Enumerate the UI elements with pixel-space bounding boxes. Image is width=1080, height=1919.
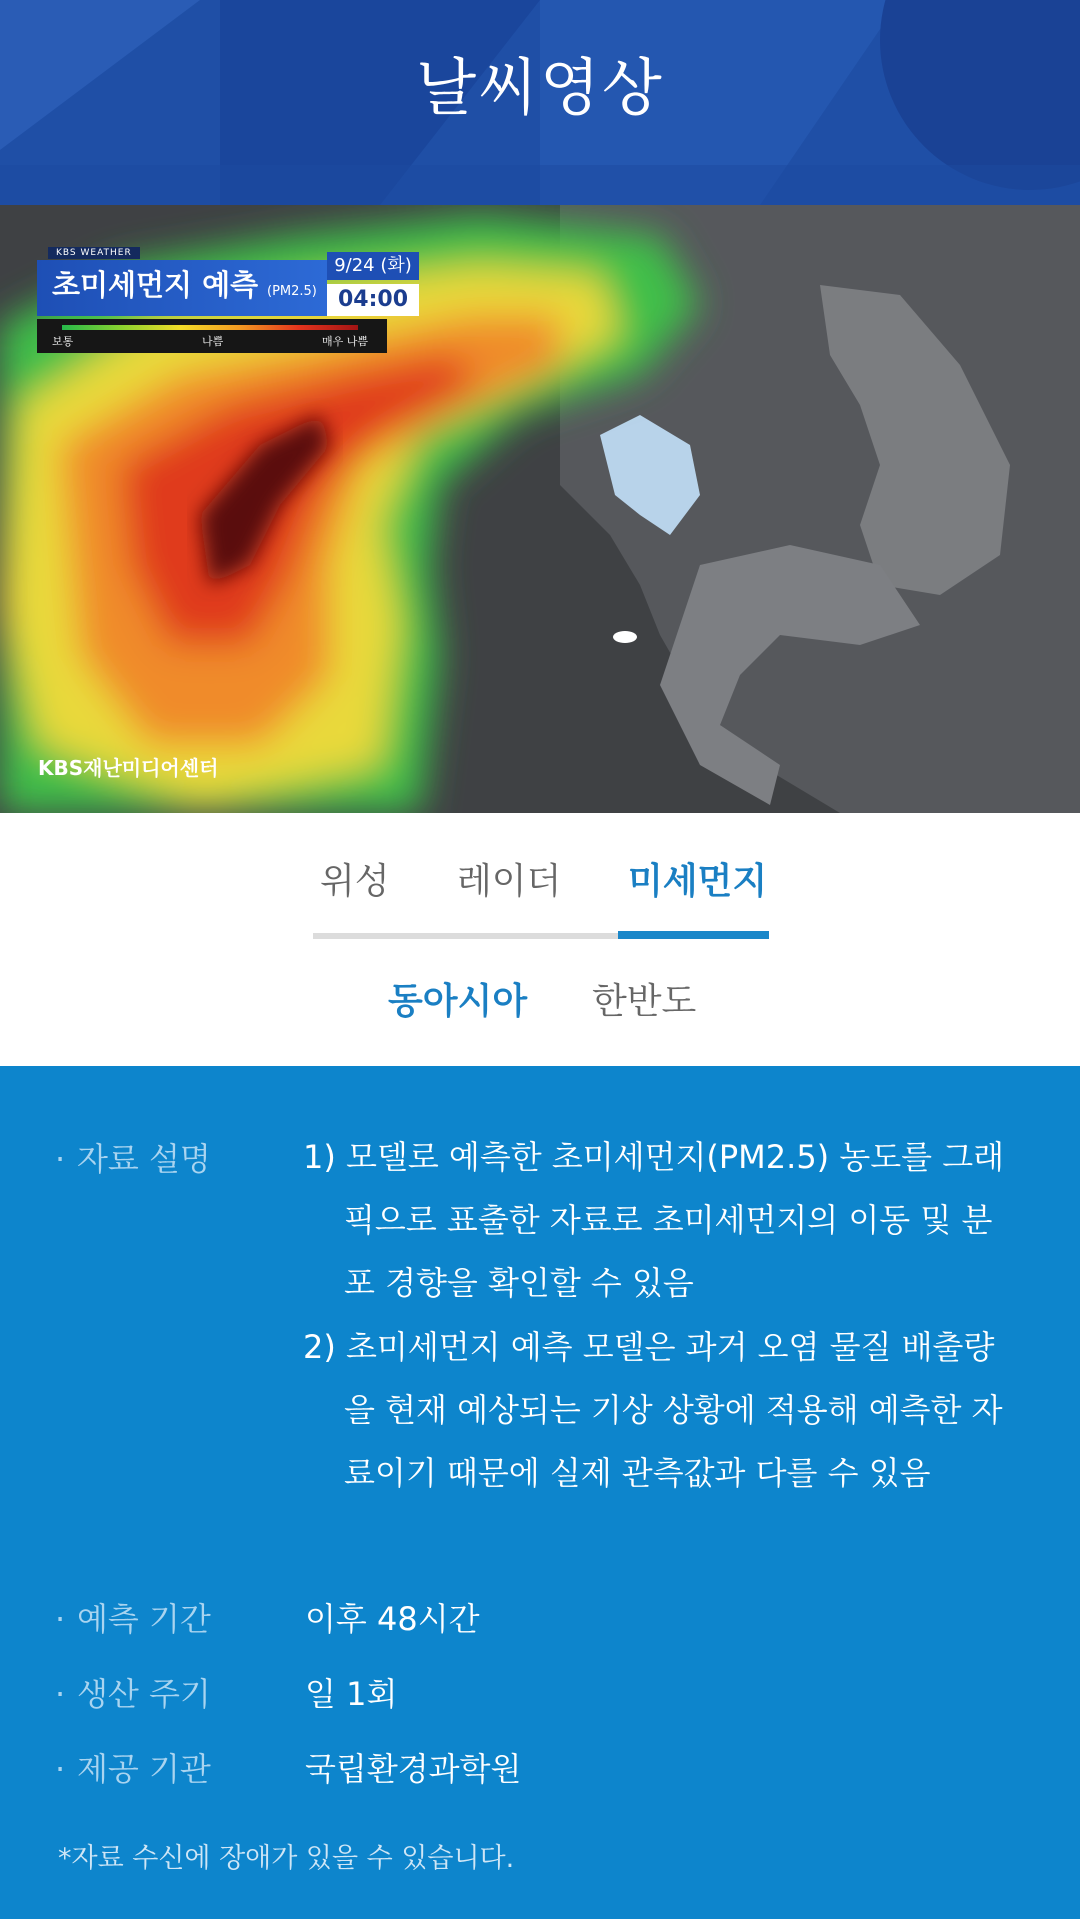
page-header xyxy=(0,0,1080,205)
tab-satellite[interactable]: 위성 xyxy=(320,861,390,902)
scale-label-high: 매우 나쁨 xyxy=(322,335,369,348)
legend-title: 초미세먼지 예측 xyxy=(52,268,259,302)
cycle-label: · 생산 주기 xyxy=(55,1675,211,1713)
category-tabs xyxy=(0,813,1080,1068)
info-panel xyxy=(0,1066,1080,1919)
period-value: 이후 48시간 xyxy=(305,1600,480,1638)
period-label: · 예측 기간 xyxy=(55,1600,211,1638)
fine-dust-map xyxy=(0,205,1080,813)
kbs-weather-label: KBS WEATHER xyxy=(48,247,140,259)
scale-label-low: 보통 xyxy=(52,335,74,348)
subtab-korean-peninsula[interactable]: 한반도 xyxy=(592,981,697,1022)
desc-item-2: 2) 초미세먼지 예측 모델은 과거 오염 물질 배출량을 현재 예상되는 기상 상황에 적용해 예측한 자료이기 때문에 실제 관측값과 다를 수 있음 xyxy=(303,1328,1003,1492)
page-title: 날씨영상 xyxy=(416,51,664,124)
bullet-dot: · xyxy=(55,1675,66,1713)
cycle-value: 일 1회 xyxy=(305,1675,398,1713)
kbs-logo: KBS재난미디어센터 xyxy=(38,756,219,780)
provider-label: · 제공 기관 xyxy=(55,1750,211,1788)
forecast-date: 9/24 (화) xyxy=(327,252,419,280)
bullet-dot: · xyxy=(55,1140,66,1178)
tab-radar[interactable]: 레이더 xyxy=(457,861,562,902)
provider-value: 국립환경과학원 xyxy=(305,1750,522,1788)
forecast-time: 04:00 xyxy=(327,284,419,316)
scale-label-mid: 나쁨 xyxy=(202,335,224,348)
legend-subtitle: (PM2.5) xyxy=(267,284,317,299)
desc-label: · 자료 설명 xyxy=(55,1140,211,1178)
tab-fine-dust[interactable]: 미세먼지 xyxy=(628,861,768,902)
tab-active-indicator xyxy=(618,931,769,939)
disclaimer-note: *자료 수신에 장애가 있을 수 있습니다. xyxy=(58,1843,515,1874)
subtab-east-asia[interactable]: 동아시아 xyxy=(388,981,528,1022)
bullet-dot: · xyxy=(55,1750,66,1788)
desc-item-1: 1) 모델로 예측한 초미세먼지(PM2.5) 농도를 그래픽으로 표출한 자료로 초미세먼지의 이동 및 분포 경향을 확인할 수 있음 xyxy=(303,1138,1005,1302)
bullet-dot: · xyxy=(55,1600,66,1638)
legend-scale-gradient xyxy=(62,325,358,330)
